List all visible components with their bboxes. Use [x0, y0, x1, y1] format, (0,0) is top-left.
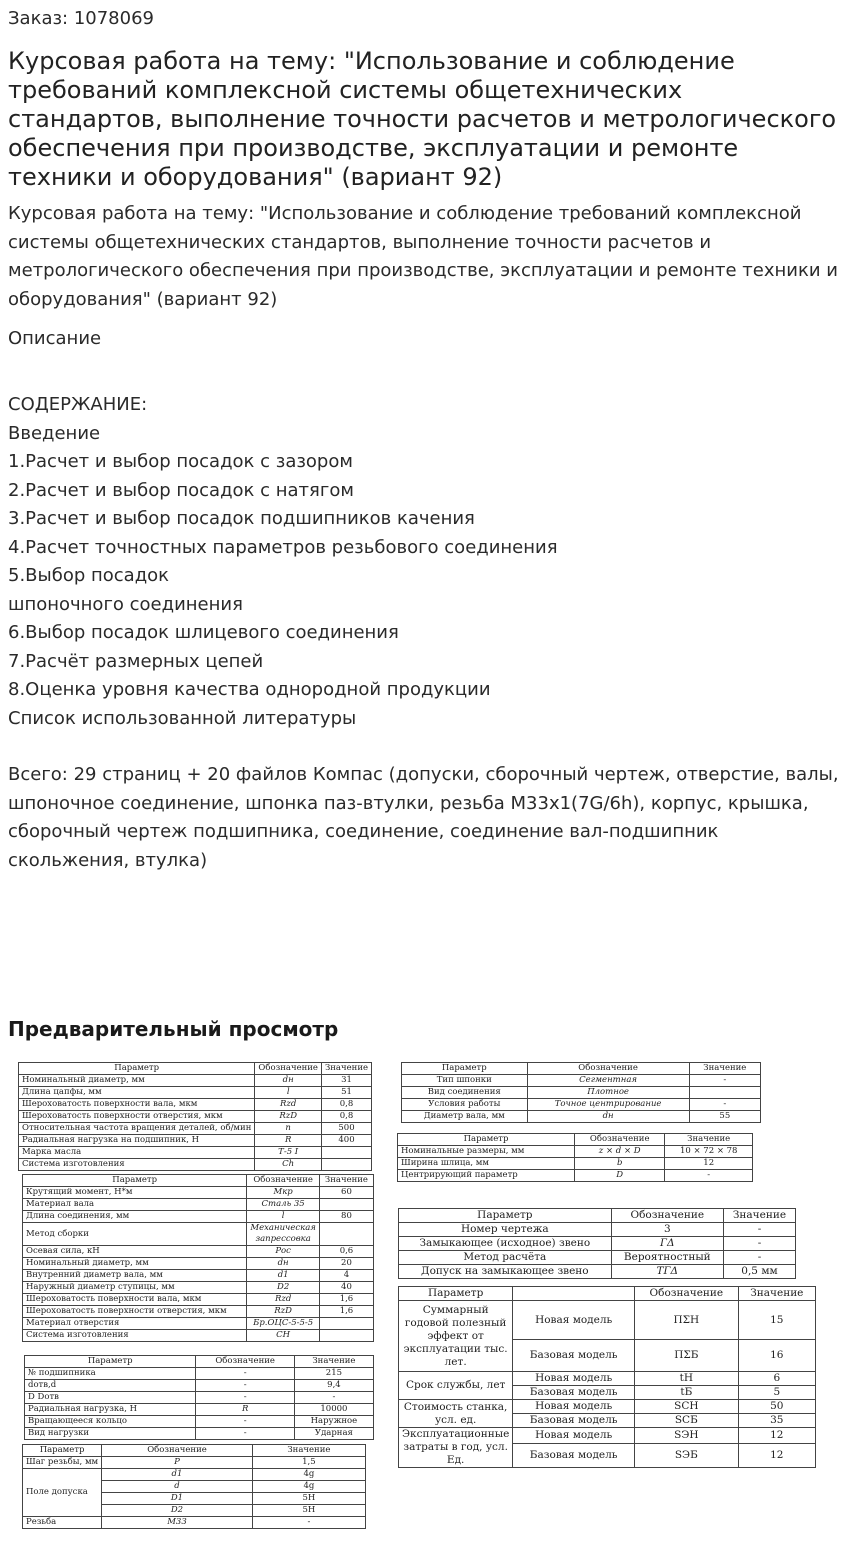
table-cell: SСБ	[635, 1414, 739, 1428]
table-cell: Наружный диаметр ступицы, мм	[23, 1282, 247, 1294]
table-cell: -	[723, 1223, 795, 1237]
table-cell: Бр.ОЦС-5-5-5	[247, 1318, 320, 1330]
table-cell: Ударная	[294, 1428, 373, 1440]
contents-item: Список использованной литературы	[8, 707, 357, 729]
table-cell: Срок службы, лет	[399, 1372, 513, 1400]
table-cell: RzD	[255, 1111, 322, 1123]
table-cell: 5H	[252, 1505, 365, 1517]
table-cell: 12	[738, 1444, 815, 1468]
table-cell: Ch	[255, 1159, 322, 1171]
total-summary: Всего: 29 страниц + 20 файлов Компас (допуски, сборочный чертеж, отверстие, валы, шпоночное соединение, шпонка паз-втулки, резьба М33х1(7G/6h), корпус, крышка, сборочный чертеж подшипника, соединение, соединение вал-подшипник скольжения, втулка)	[8, 764, 839, 871]
table-cell: 31	[321, 1075, 371, 1087]
table-row	[25, 1416, 374, 1428]
table-cell: 9,4	[294, 1380, 373, 1392]
table-cell: -	[196, 1428, 294, 1440]
table-row	[23, 1469, 366, 1481]
table-cell: -	[723, 1237, 795, 1251]
table-row	[19, 1075, 372, 1087]
preview-table-bearing	[18, 1062, 372, 1171]
table-cell: Шаг резьбы, мм	[23, 1457, 102, 1469]
table-cell: SЭБ	[635, 1444, 739, 1468]
table-cell: 3	[611, 1223, 723, 1237]
table-cell: М33	[102, 1517, 253, 1529]
table-cell	[689, 1087, 760, 1099]
table-row	[19, 1147, 372, 1159]
table-cell: Стоимость станка, усл. ед.	[399, 1400, 513, 1428]
table-row	[398, 1158, 753, 1170]
table-header: Обозначение	[102, 1445, 253, 1457]
table-cell: 50	[738, 1400, 815, 1414]
table-cell: Базовая модель	[513, 1444, 635, 1468]
table-cell: 6	[738, 1372, 815, 1386]
table-header: Значение	[738, 1287, 815, 1301]
table-row	[23, 1258, 374, 1270]
preview-table-thread	[22, 1444, 366, 1529]
table-header: Параметр	[398, 1134, 575, 1146]
table-cell: 35	[738, 1414, 815, 1428]
table-header: Обозначение	[247, 1175, 320, 1187]
table-row	[25, 1368, 374, 1380]
table-header: Параметр	[19, 1063, 255, 1075]
table-cell: -	[294, 1392, 373, 1404]
contents-item: 1.Расчет и выбор посадок с зазором	[8, 451, 353, 472]
table-cell: Т-5 I	[255, 1147, 322, 1159]
table-header: Обозначение	[255, 1063, 322, 1075]
table-row	[402, 1111, 761, 1123]
table-cell: 80	[319, 1211, 373, 1223]
table-cell: 60	[319, 1187, 373, 1199]
table-cell	[319, 1330, 373, 1342]
table-cell: TГΔ	[611, 1265, 723, 1279]
table-header: Значение	[321, 1063, 371, 1075]
table-cell: Базовая модель	[513, 1340, 635, 1372]
table-cell: Сегментная	[527, 1075, 689, 1087]
table-cell: Наружное	[294, 1416, 373, 1428]
table-row	[23, 1199, 374, 1211]
table-header: Значение	[665, 1134, 753, 1146]
table-cell: 55	[689, 1111, 760, 1123]
table-row	[23, 1211, 374, 1223]
contents-item: 4.Расчет точностных параметров резьбового соединения	[8, 536, 558, 558]
contents-list	[8, 391, 558, 733]
table-cell: R	[196, 1404, 294, 1416]
table-header: Обозначение	[611, 1209, 723, 1223]
table-row	[23, 1294, 374, 1306]
table-cell: Эксплуатационные затраты в год, усл. Ед.	[399, 1428, 513, 1468]
table-header: Значение	[689, 1063, 760, 1075]
table-row	[19, 1135, 372, 1147]
table-cell: Шероховатость поверхности вала, мкм	[19, 1099, 255, 1111]
table-cell: 1,6	[319, 1294, 373, 1306]
table-cell: Новая модель	[513, 1372, 635, 1386]
table-cell: D2	[247, 1282, 320, 1294]
description-label: Описание	[8, 328, 102, 349]
table-cell: 20	[319, 1258, 373, 1270]
contents-heading: СОДЕРЖАНИЕ:	[8, 394, 148, 415]
table-cell: ГΔ	[611, 1237, 723, 1251]
order-number: Заказ: 1078069	[8, 8, 154, 29]
table-cell	[319, 1318, 373, 1330]
table-cell: Шероховатость поверхности вала, мкм	[23, 1294, 247, 1306]
table-cell: Материал отверстия	[23, 1318, 247, 1330]
table-cell: -	[252, 1517, 365, 1529]
table-row	[23, 1517, 366, 1529]
table-row	[23, 1246, 374, 1258]
table-cell: Мкр	[247, 1187, 320, 1199]
table-header-row	[399, 1287, 816, 1301]
table-row	[399, 1428, 816, 1444]
table-cell: Номер чертежа	[399, 1223, 612, 1237]
table-row	[23, 1318, 374, 1330]
table-cell: 16	[738, 1340, 815, 1372]
preview-heading: Предварительный просмотр	[8, 1017, 339, 1041]
table-cell: Вид соединения	[402, 1087, 528, 1099]
table-cell: Новая модель	[513, 1428, 635, 1444]
table-cell	[319, 1223, 373, 1246]
table-header: Значение	[319, 1175, 373, 1187]
table-cell: SЭН	[635, 1428, 739, 1444]
table-cell: d	[102, 1481, 253, 1493]
page-subtitle: Курсовая работа на тему: "Использование и соблюдение требований комплексной системы общетехнических стандартов, выполнение точности расчетов и метрологического обеспечения при производстве, эксплуатации и ремонте техники и оборудования" (вариант 92)	[8, 203, 838, 310]
table-header-row	[23, 1175, 374, 1187]
table-row	[19, 1087, 372, 1099]
table-row	[399, 1251, 796, 1265]
table-cell: Вид нагрузки	[25, 1428, 196, 1440]
contents-item: 2.Расчет и выбор посадок с натягом	[8, 479, 354, 501]
table-cell: Номинальные размеры, мм	[398, 1146, 575, 1158]
table-row	[23, 1223, 374, 1246]
table-header: Обозначение	[196, 1356, 294, 1368]
table-row	[23, 1306, 374, 1318]
table-cell: -	[665, 1170, 753, 1182]
table-cell: d1	[102, 1469, 253, 1481]
table-cell: 15	[738, 1301, 815, 1340]
table-cell: Метод сборки	[23, 1223, 247, 1246]
contents-item: 6.Выбор посадок шлицевого соединения	[8, 622, 399, 643]
table-cell: tН	[635, 1372, 739, 1386]
preview-table-interference	[22, 1174, 374, 1342]
table-row	[398, 1146, 753, 1158]
table-cell: Система изготовления	[23, 1330, 247, 1342]
table-cell: -	[723, 1251, 795, 1265]
table-cell: 4g	[252, 1469, 365, 1481]
table-cell: P	[102, 1457, 253, 1469]
table-cell: D1	[102, 1493, 253, 1505]
table-cell: 4g	[252, 1481, 365, 1493]
table-row	[399, 1372, 816, 1386]
table-cell: RzD	[247, 1306, 320, 1318]
table-row	[402, 1099, 761, 1111]
table-cell: Номинальный диаметр, мм	[23, 1258, 247, 1270]
table-row	[399, 1265, 796, 1279]
table-cell: Радиальная нагрузка, Н	[25, 1404, 196, 1416]
table-header-row	[399, 1209, 796, 1223]
table-cell: Относительная частота вращения деталей, об/мин	[19, 1123, 255, 1135]
table-cell: Pос	[247, 1246, 320, 1258]
table-header-row	[402, 1063, 761, 1075]
table-cell: № подшипника	[25, 1368, 196, 1380]
table-cell: 1,5	[252, 1457, 365, 1469]
page-title: Курсовая работа на тему: "Использование и соблюдение требований комплексной системы общетехнических стандартов, выполнение точности расчетов и метрологического обеспечения при производстве, эксплуатации и ремонте техники и оборудования" (вариант 92)	[8, 47, 837, 191]
table-cell: 12	[665, 1158, 753, 1170]
table-header: Обозначение	[575, 1134, 665, 1146]
table-row	[23, 1187, 374, 1199]
table-header: Параметр	[402, 1063, 528, 1075]
table-header: Параметр	[399, 1209, 612, 1223]
table-cell: Ширина шлица, мм	[398, 1158, 575, 1170]
table-cell	[319, 1199, 373, 1211]
table-cell: Марка масла	[19, 1147, 255, 1159]
table-cell: Метод расчёта	[399, 1251, 612, 1265]
table-cell: -	[196, 1392, 294, 1404]
table-cell: 0,8	[321, 1111, 371, 1123]
table-cell: Шероховатость поверхности отверстия, мкм	[19, 1111, 255, 1123]
table-cell: 5H	[252, 1493, 365, 1505]
table-cell: Резьба	[23, 1517, 102, 1529]
contents-item: 8.Оценка уровня качества однородной продукции	[8, 679, 491, 700]
table-row	[402, 1075, 761, 1087]
table-row	[19, 1111, 372, 1123]
table-cell: 5	[738, 1386, 815, 1400]
table-header: Значение	[723, 1209, 795, 1223]
table-row	[402, 1087, 761, 1099]
table-cell: ПΣБ	[635, 1340, 739, 1372]
table-header-row	[23, 1445, 366, 1457]
contents-item: 7.Расчёт размерных цепей	[8, 650, 264, 672]
table-row	[23, 1457, 366, 1469]
table-cell: СН	[247, 1330, 320, 1342]
table-cell: Осевая сила, кН	[23, 1246, 247, 1258]
table-header: Обозначение	[527, 1063, 689, 1075]
table-cell: Тип шпонки	[402, 1075, 528, 1087]
table-header	[513, 1287, 635, 1301]
table-row	[399, 1400, 816, 1414]
table-cell: -	[689, 1075, 760, 1087]
table-cell: 1,6	[319, 1306, 373, 1318]
contents-item: шпоночного соединения	[8, 593, 243, 615]
table-cell: 0,8	[321, 1099, 371, 1111]
table-cell: Rzd	[255, 1099, 322, 1111]
preview-table-rolling-bearing	[24, 1355, 374, 1440]
table-cell: Базовая модель	[513, 1414, 635, 1428]
table-cell: 500	[321, 1123, 371, 1135]
contents-item: 3.Расчет и выбор посадок подшипников качения	[8, 508, 475, 529]
table-cell: 10 × 72 × 78	[665, 1146, 753, 1158]
table-row	[25, 1428, 374, 1440]
table-cell: SСН	[635, 1400, 739, 1414]
table-cell: Rzd	[247, 1294, 320, 1306]
table-cell: Внутренний диаметр вала, мм	[23, 1270, 247, 1282]
table-cell: Шероховатость поверхности отверстия, мкм	[23, 1306, 247, 1318]
table-cell	[321, 1147, 371, 1159]
table-cell: dн	[527, 1111, 689, 1123]
table-cell: 40	[319, 1282, 373, 1294]
table-cell: D2	[102, 1505, 253, 1517]
table-cell: 215	[294, 1368, 373, 1380]
table-header-row	[398, 1134, 753, 1146]
table-row	[23, 1330, 374, 1342]
table-cell: Вращающееся кольцо	[25, 1416, 196, 1428]
table-cell: Новая модель	[513, 1301, 635, 1340]
preview-table-dimension-chain	[398, 1208, 796, 1279]
table-cell: Новая модель	[513, 1400, 635, 1414]
table-cell: l	[255, 1087, 322, 1099]
table-row	[25, 1380, 374, 1392]
table-cell: z × d × D	[575, 1146, 665, 1158]
table-cell: Вероятностный	[611, 1251, 723, 1265]
table-cell: dн	[255, 1075, 322, 1087]
table-cell: Допуск на замыкающее звено	[399, 1265, 612, 1279]
table-cell: n	[255, 1123, 322, 1135]
table-cell: Точное центрирование	[527, 1099, 689, 1111]
preview-table-key	[401, 1062, 761, 1123]
table-header: Параметр	[25, 1356, 196, 1368]
table-cell: 400	[321, 1135, 371, 1147]
table-cell: 12	[738, 1428, 815, 1444]
table-cell: 10000	[294, 1404, 373, 1416]
table-cell: b	[575, 1158, 665, 1170]
table-cell: D Dотв	[25, 1392, 196, 1404]
table-row	[19, 1159, 372, 1171]
table-row	[398, 1170, 753, 1182]
table-cell: 0,6	[319, 1246, 373, 1258]
table-cell: -	[196, 1416, 294, 1428]
table-header: Параметр	[23, 1175, 247, 1187]
table-cell: Поле допуска	[23, 1469, 102, 1517]
table-cell: Условия работы	[402, 1099, 528, 1111]
table-cell: R	[255, 1135, 322, 1147]
table-row	[399, 1301, 816, 1340]
table-cell: Номинальный диаметр, мм	[19, 1075, 255, 1087]
table-cell: tБ	[635, 1386, 739, 1400]
contents-item: Введение	[8, 422, 101, 444]
preview-table-quality	[398, 1286, 816, 1468]
table-cell: -	[196, 1368, 294, 1380]
table-header: Параметр	[399, 1287, 513, 1301]
table-row	[19, 1123, 372, 1135]
table-row	[23, 1270, 374, 1282]
table-row	[399, 1223, 796, 1237]
table-row	[25, 1404, 374, 1416]
table-cell: Плотное	[527, 1087, 689, 1099]
table-cell: 4	[319, 1270, 373, 1282]
table-header-row	[19, 1063, 372, 1075]
table-cell: D	[575, 1170, 665, 1182]
table-cell: d1	[247, 1270, 320, 1282]
table-header: Обозначение	[635, 1287, 739, 1301]
table-cell: -	[196, 1380, 294, 1392]
table-cell: Центрирующий параметр	[398, 1170, 575, 1182]
table-cell: Сталь 35	[247, 1199, 320, 1211]
table-cell: Длина цапфы, мм	[19, 1087, 255, 1099]
table-row	[399, 1237, 796, 1251]
table-cell: Материал вала	[23, 1199, 247, 1211]
table-row	[25, 1392, 374, 1404]
table-cell: Суммарный годовой полезный эффект от эксплуатации тыс. лет.	[399, 1301, 513, 1372]
preview-table-spline	[397, 1133, 753, 1182]
table-cell: Длина соединения, мм	[23, 1211, 247, 1223]
table-cell: dн	[247, 1258, 320, 1270]
table-cell: Радиальная нагрузка на подшипник, Н	[19, 1135, 255, 1147]
table-cell: 0,5 мм	[723, 1265, 795, 1279]
table-header: Значение	[294, 1356, 373, 1368]
table-cell: Крутящий момент, Н*м	[23, 1187, 247, 1199]
table-cell: ПΣН	[635, 1301, 739, 1340]
contents-item: 5.Выбор посадок	[8, 565, 170, 586]
table-cell: -	[689, 1099, 760, 1111]
table-header-row	[25, 1356, 374, 1368]
table-cell: l	[247, 1211, 320, 1223]
table-row	[23, 1282, 374, 1294]
table-cell: dотв,d	[25, 1380, 196, 1392]
table-cell: Диаметр вала, мм	[402, 1111, 528, 1123]
table-cell: Базовая модель	[513, 1386, 635, 1400]
table-cell: Механическая запрессовка	[247, 1223, 320, 1246]
table-header: Параметр	[23, 1445, 102, 1457]
table-cell: Замыкающее (исходное) звено	[399, 1237, 612, 1251]
table-header: Значение	[252, 1445, 365, 1457]
table-row	[19, 1099, 372, 1111]
table-cell: 51	[321, 1087, 371, 1099]
table-cell	[321, 1159, 371, 1171]
table-cell: Система изготовления	[19, 1159, 255, 1171]
